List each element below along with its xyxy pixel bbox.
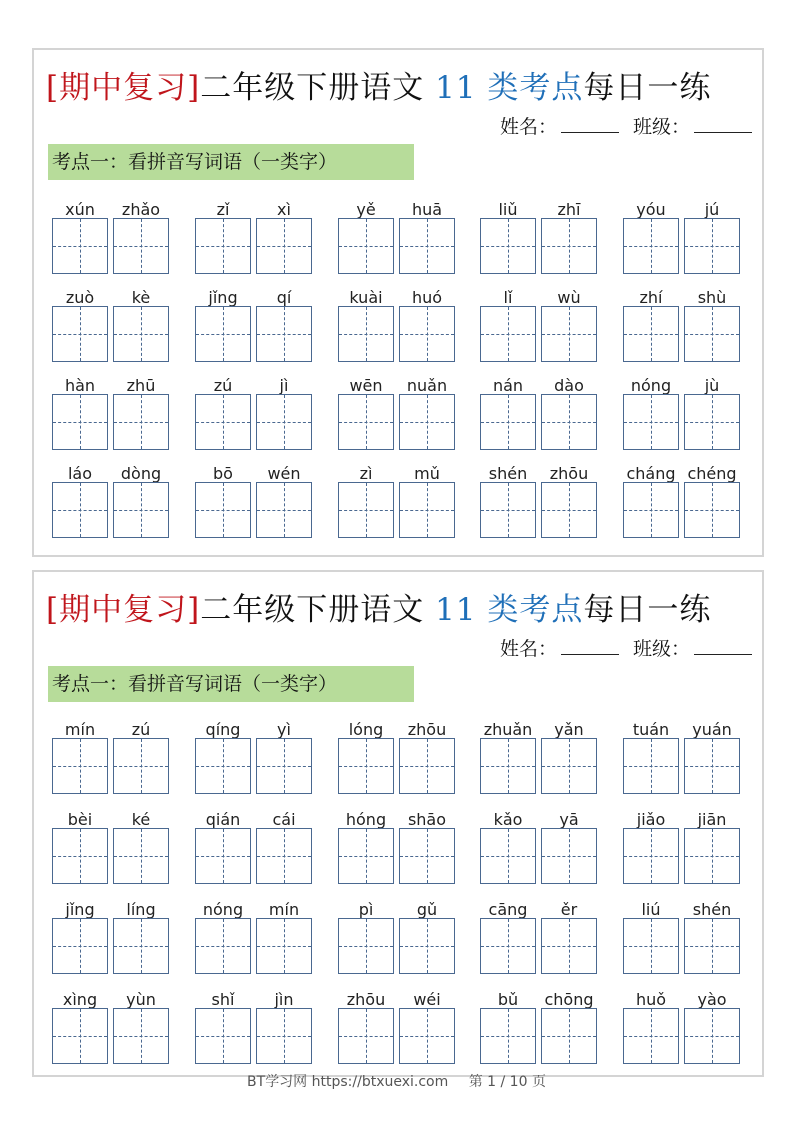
pinyin: kuài <box>349 288 383 307</box>
pinyin: kè <box>131 288 151 307</box>
tianzige-box[interactable] <box>256 918 312 974</box>
worksheet-panel <box>32 570 764 1077</box>
tianzige-box[interactable] <box>338 482 394 538</box>
tianzige-box[interactable] <box>541 482 597 538</box>
pinyin: lǐ <box>503 288 513 307</box>
tianzige-box[interactable] <box>338 1008 394 1064</box>
tianzige-box[interactable] <box>480 828 536 884</box>
tianzige-box[interactable] <box>480 1008 536 1064</box>
pinyin: zhū <box>126 376 156 395</box>
tianzige-box[interactable] <box>256 306 312 362</box>
tianzige-box[interactable] <box>541 306 597 362</box>
tianzige-box[interactable] <box>541 218 597 274</box>
title-grade: 二年级下册语文 <box>200 70 436 106</box>
pinyin: cháng <box>626 464 676 483</box>
tianzige-box[interactable] <box>684 828 740 884</box>
pinyin: huǒ <box>635 990 667 1009</box>
tianzige-box[interactable] <box>399 738 455 794</box>
pinyin: bèi <box>67 810 93 829</box>
category-label: 考点一：看拼音写词语（一类字） <box>48 666 414 702</box>
pinyin: zhōu <box>549 464 589 483</box>
tianzige-box[interactable] <box>256 1008 312 1064</box>
pinyin: jìn <box>274 990 294 1009</box>
class-blank[interactable] <box>694 114 752 133</box>
pinyin: jiǎo <box>636 810 666 829</box>
pinyin: huā <box>411 200 443 219</box>
pinyin: shāo <box>407 810 447 829</box>
name-label: 姓名： <box>499 638 557 660</box>
tianzige-box[interactable] <box>113 306 169 362</box>
name-blank[interactable] <box>561 636 619 655</box>
pinyin: shǐ <box>211 990 235 1009</box>
pinyin: pì <box>358 900 374 919</box>
class-label: 班级： <box>632 638 690 660</box>
pinyin: cāng <box>488 900 528 919</box>
tianzige-box[interactable] <box>195 482 251 538</box>
pinyin: yuán <box>692 720 732 739</box>
pinyin: cái <box>272 810 296 829</box>
tianzige-box[interactable] <box>195 394 251 450</box>
grid-row <box>52 200 752 286</box>
pinyin: zuò <box>65 288 95 307</box>
pinyin: yì <box>277 720 291 739</box>
pinyin: jǐng <box>208 288 238 307</box>
class-blank[interactable] <box>694 636 752 655</box>
pinyin: líng <box>126 900 156 919</box>
pinyin: kǎo <box>493 810 523 829</box>
tianzige-box[interactable] <box>623 1008 679 1064</box>
tianzige-box[interactable] <box>684 482 740 538</box>
pinyin: mǔ <box>414 464 440 483</box>
pinyin: jiān <box>697 810 727 829</box>
pinyin: jǐng <box>65 900 95 919</box>
tianzige-box[interactable] <box>195 306 251 362</box>
title-bracket: [期中复习] <box>46 592 201 628</box>
tianzige-box[interactable] <box>623 306 679 362</box>
tianzige-box[interactable] <box>541 738 597 794</box>
pinyin: yào <box>697 990 727 1009</box>
tianzige-box[interactable] <box>195 918 251 974</box>
tianzige-box[interactable] <box>338 828 394 884</box>
pinyin: hàn <box>64 376 96 395</box>
pinyin: shù <box>697 288 727 307</box>
pinyin: nán <box>492 376 524 395</box>
title-count: 11 类考点 <box>435 70 584 106</box>
tianzige-box[interactable] <box>52 738 108 794</box>
pinyin: bǔ <box>497 990 519 1009</box>
tianzige-box[interactable] <box>623 828 679 884</box>
tianzige-box[interactable] <box>480 394 536 450</box>
pinyin: jì <box>279 376 289 395</box>
tianzige-box[interactable] <box>195 828 251 884</box>
name-label: 姓名： <box>499 116 557 138</box>
pinyin: bō <box>213 464 233 483</box>
tianzige-box[interactable] <box>684 394 740 450</box>
pinyin: jú <box>704 200 720 219</box>
worksheet-title <box>46 62 711 107</box>
pinyin: liú <box>641 900 661 919</box>
grid-row <box>52 288 752 374</box>
pinyin: zì <box>359 464 373 483</box>
pinyin: liǔ <box>498 200 518 219</box>
tianzige-box[interactable] <box>195 218 251 274</box>
worksheet-panel <box>32 48 764 557</box>
grid-row <box>52 810 752 896</box>
tianzige-box[interactable] <box>113 828 169 884</box>
footer-site: BT学习网 https://btxuexi.com <box>247 1074 449 1090</box>
pinyin: zǐ <box>216 200 230 219</box>
pinyin: zhī <box>557 200 581 219</box>
grid-row <box>52 900 752 986</box>
tianzige-box[interactable] <box>480 918 536 974</box>
pinyin: chéng <box>687 464 737 483</box>
pinyin: wéi <box>413 990 441 1009</box>
pinyin: dào <box>554 376 584 395</box>
pinyin: qíng <box>205 720 241 739</box>
grid-row <box>52 720 752 806</box>
tianzige-box[interactable] <box>480 306 536 362</box>
pinyin: zhōu <box>407 720 447 739</box>
tianzige-box[interactable] <box>338 394 394 450</box>
tianzige-box[interactable] <box>623 218 679 274</box>
tianzige-box[interactable] <box>338 738 394 794</box>
pinyin: shén <box>692 900 732 919</box>
tianzige-box[interactable] <box>541 918 597 974</box>
pinyin: yǎn <box>554 720 584 739</box>
name-class-row <box>500 634 752 661</box>
pinyin: yùn <box>126 990 156 1009</box>
tianzige-box[interactable] <box>399 1008 455 1064</box>
name-class-row <box>500 112 752 139</box>
pinyin: qí <box>276 288 292 307</box>
pinyin: xún <box>65 200 95 219</box>
pinyin: xì <box>277 200 291 219</box>
pinyin: zhí <box>639 288 663 307</box>
tianzige-box[interactable] <box>684 218 740 274</box>
tianzige-box[interactable] <box>338 218 394 274</box>
tianzige-box[interactable] <box>256 828 312 884</box>
tianzige-box[interactable] <box>480 738 536 794</box>
pinyin: ké <box>131 810 151 829</box>
pinyin: mín <box>64 720 96 739</box>
pinyin: zhǎo <box>121 200 161 219</box>
grid-row <box>52 464 752 550</box>
title-daily: 每日一练 <box>583 70 712 106</box>
pinyin: zhuǎn <box>483 720 533 739</box>
tianzige-box[interactable] <box>52 828 108 884</box>
tianzige-box[interactable] <box>684 306 740 362</box>
pinyin: dòng <box>120 464 162 483</box>
tianzige-box[interactable] <box>684 738 740 794</box>
title-grade: 二年级下册语文 <box>200 592 436 628</box>
pinyin: zhōu <box>346 990 386 1009</box>
tianzige-box[interactable] <box>52 482 108 538</box>
tianzige-box[interactable] <box>399 482 455 538</box>
pinyin: chōng <box>544 990 594 1009</box>
tianzige-box[interactable] <box>541 1008 597 1064</box>
pinyin: huó <box>411 288 443 307</box>
tianzige-box[interactable] <box>256 394 312 450</box>
tianzige-box[interactable] <box>623 482 679 538</box>
pinyin: mín <box>268 900 300 919</box>
name-blank[interactable] <box>561 114 619 133</box>
tianzige-box[interactable] <box>399 828 455 884</box>
tianzige-box[interactable] <box>399 306 455 362</box>
pinyin: wēn <box>349 376 383 395</box>
tianzige-box[interactable] <box>113 482 169 538</box>
worksheet-title <box>46 584 711 629</box>
tianzige-box[interactable] <box>256 738 312 794</box>
class-label: 班级： <box>632 116 690 138</box>
pinyin: gǔ <box>416 900 438 919</box>
tianzige-box[interactable] <box>623 394 679 450</box>
pinyin: nuǎn <box>406 376 448 395</box>
pinyin: wén <box>267 464 301 483</box>
tianzige-box[interactable] <box>113 918 169 974</box>
tianzige-box[interactable] <box>684 1008 740 1064</box>
pinyin: xìng <box>62 990 98 1009</box>
grid-row <box>52 376 752 462</box>
pinyin: yě <box>356 200 376 219</box>
pinyin: yóu <box>636 200 666 219</box>
pinyin: láo <box>67 464 93 483</box>
tianzige-box[interactable] <box>52 218 108 274</box>
pinyin: hóng <box>345 810 387 829</box>
title-bracket: [期中复习] <box>46 70 201 106</box>
tianzige-box[interactable] <box>195 1008 251 1064</box>
footer <box>0 1071 793 1091</box>
footer-page: 第 1 / 10 页 <box>468 1074 546 1090</box>
pinyin: jù <box>704 376 720 395</box>
tianzige-box[interactable] <box>541 828 597 884</box>
pinyin: shén <box>488 464 528 483</box>
tianzige-box[interactable] <box>256 482 312 538</box>
tianzige-box[interactable] <box>623 738 679 794</box>
tianzige-box[interactable] <box>399 918 455 974</box>
pinyin: lóng <box>348 720 384 739</box>
tianzige-box[interactable] <box>113 218 169 274</box>
pinyin: wù <box>557 288 581 307</box>
pinyin: qián <box>205 810 241 829</box>
pinyin: nóng <box>630 376 672 395</box>
title-daily: 每日一练 <box>583 592 712 628</box>
tianzige-box[interactable] <box>113 394 169 450</box>
tianzige-box[interactable] <box>338 306 394 362</box>
tianzige-box[interactable] <box>338 918 394 974</box>
tianzige-box[interactable] <box>684 918 740 974</box>
tianzige-box[interactable] <box>623 918 679 974</box>
tianzige-box[interactable] <box>113 1008 169 1064</box>
title-count: 11 类考点 <box>435 592 584 628</box>
grid-row <box>52 990 752 1076</box>
category-label: 考点一：看拼音写词语（一类字） <box>48 144 414 180</box>
tianzige-box[interactable] <box>480 218 536 274</box>
tianzige-box[interactable] <box>52 306 108 362</box>
tianzige-box[interactable] <box>399 218 455 274</box>
tianzige-box[interactable] <box>195 738 251 794</box>
pinyin: ěr <box>560 900 578 919</box>
pinyin: zú <box>131 720 151 739</box>
tianzige-box[interactable] <box>256 218 312 274</box>
tianzige-box[interactable] <box>399 394 455 450</box>
tianzige-box[interactable] <box>52 1008 108 1064</box>
pinyin: nóng <box>202 900 244 919</box>
tianzige-box[interactable] <box>541 394 597 450</box>
pinyin: yā <box>559 810 579 829</box>
tianzige-box[interactable] <box>113 738 169 794</box>
tianzige-box[interactable] <box>480 482 536 538</box>
pinyin: tuán <box>632 720 670 739</box>
pinyin: zú <box>213 376 233 395</box>
tianzige-box[interactable] <box>52 394 108 450</box>
tianzige-box[interactable] <box>52 918 108 974</box>
